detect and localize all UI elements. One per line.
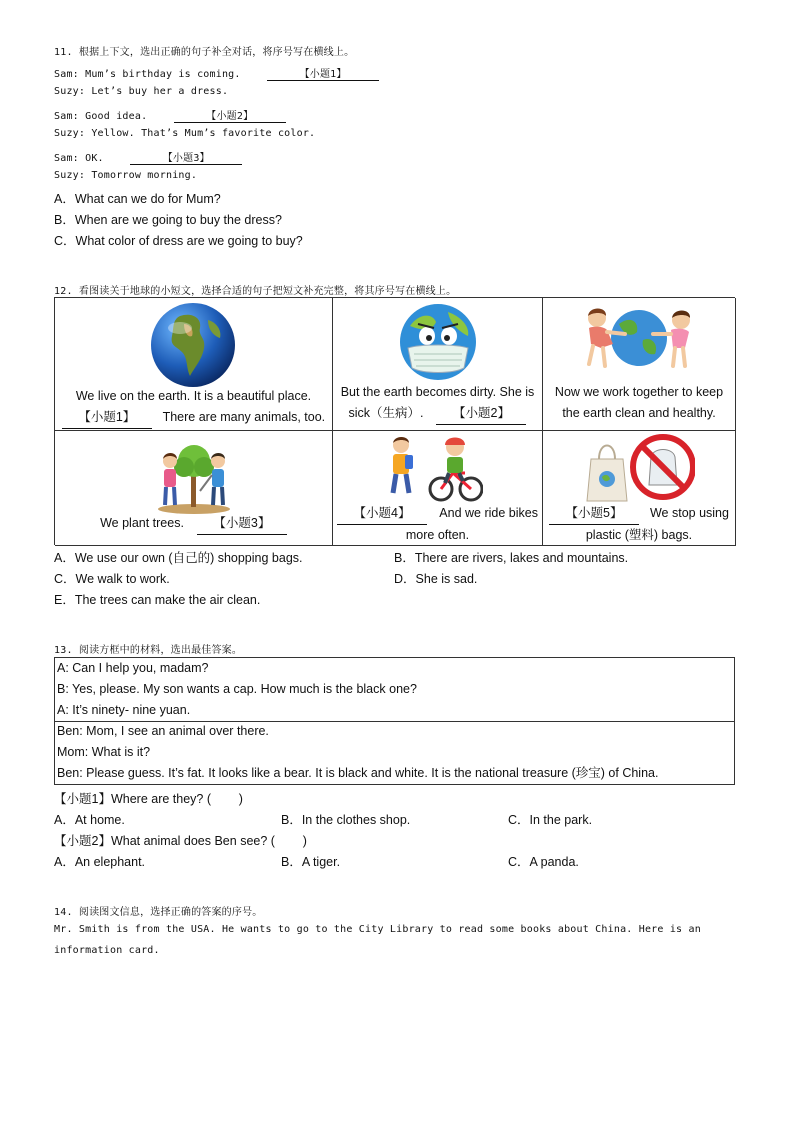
q11-line-4: Suzy: Yellow. That’s Mum’s favorite color. xyxy=(54,128,316,139)
q11-line-2: Suzy: Let’s buy her a dress. xyxy=(54,86,229,97)
sick-earth-icon xyxy=(398,302,478,382)
q12-blank-1[interactable]: 【小题1】 xyxy=(62,407,152,429)
children-hug-earth-icon xyxy=(579,304,699,376)
q12-cell-5 xyxy=(333,431,543,546)
q12-option-d[interactable]: D．She is sad. xyxy=(394,572,478,586)
q11-line-text: Sam: Mum’s birthday is coming. xyxy=(54,69,241,80)
q13-question-1: 【小题1】Where are they? ( ) xyxy=(54,792,243,806)
q13-q1-option-a[interactable]: A．At home. xyxy=(54,813,125,827)
q11-option-a[interactable]: A．What can we do for Mum? xyxy=(54,192,221,206)
q11-option-b[interactable]: B．When are we going to buy the dress? xyxy=(54,213,282,227)
q13-dialog-1-line: B: Yes, please. My son wants a cap. How much is the black one? xyxy=(57,682,417,696)
q13-q2-option-a[interactable]: A．An elephant. xyxy=(54,855,146,869)
children-walking-biking-icon xyxy=(383,433,483,503)
q14-header: 14. 阅读图文信息，选择正确的答案的序号。 xyxy=(54,907,263,918)
q13-q1-option-b[interactable]: B．In the clothes shop. xyxy=(281,813,411,827)
q11-line-text: Sam: OK. xyxy=(54,153,104,164)
q13-dialog-2-line: Ben: Mom, I see an animal over there. xyxy=(57,724,269,738)
q11-line-3 xyxy=(54,107,286,123)
q13-dialog-box-2 xyxy=(54,721,735,785)
q13-q2-option-c[interactable]: C．A panda. xyxy=(508,855,579,869)
q11-blank-1[interactable]: 【小题1】 xyxy=(267,65,379,81)
q13-dialog-2-line: Ben: Please guess. It’s fat. It looks like a bear. It is black and white. It is the national treasure (珍宝) of China. xyxy=(57,766,659,780)
children-planting-tree-icon xyxy=(154,439,234,515)
q12-picture-table xyxy=(54,297,735,545)
q12-cell-4-pre: We plant trees. xyxy=(100,516,184,530)
q12-option-c[interactable]: C．We walk to work. xyxy=(54,572,170,586)
earth-globe-icon xyxy=(150,302,236,388)
q12-cell-6 xyxy=(543,431,736,546)
q12-cell-2-pre: But the earth becomes dirty. She is sick（生病）. xyxy=(340,385,535,420)
q13-dialog-2-line: Mom: What is it? xyxy=(57,745,151,759)
q12-cell-1-post: There are many animals, too. xyxy=(162,410,326,424)
q12-cell-4 xyxy=(55,431,333,546)
q11-header: 11. 根据上下文，选出正确的句子补全对话，将序号写在横线上。 xyxy=(54,47,355,58)
q11-line-5 xyxy=(54,149,242,165)
q12-cell-2-line-1 xyxy=(335,382,540,425)
q12-cell-3-text: Now we work together to keep the earth clean and healthy. xyxy=(554,385,724,420)
q12-cell-5-line-1 xyxy=(335,503,540,546)
q12-cell-1-line-1: We live on the earth. It is a beautiful place. xyxy=(75,389,312,403)
q12-cell-6-line-1 xyxy=(545,503,733,546)
q11-blank-2[interactable]: 【小题2】 xyxy=(174,107,286,123)
q12-option-e[interactable]: E．The trees can make the air clean. xyxy=(54,593,261,607)
q12-option-a[interactable]: A．We use our own (自己的) shopping bags. xyxy=(54,551,303,565)
q13-dialog-box-1 xyxy=(54,657,735,722)
q13-dialog-1-line: A: It’s ninety- nine yuan. xyxy=(57,703,191,717)
q12-option-b[interactable]: B．There are rivers, lakes and mountains. xyxy=(394,551,629,565)
q12-cell-1 xyxy=(55,298,333,431)
q12-cell-6-post: We stop using plastic (塑料) bags. xyxy=(585,506,729,542)
q13-q2-option-b[interactable]: B．A tiger. xyxy=(281,855,341,869)
q11-line-1 xyxy=(54,65,379,81)
q11-line-6: Suzy: Tomorrow morning. xyxy=(54,170,198,181)
q12-header: 12. 看图读关于地球的小短文，选择合适的句子把短文补充完整，将其序号写在横线上。 xyxy=(54,286,457,297)
q12-cell-4-line xyxy=(57,513,330,535)
q14-text-line-2: information card. xyxy=(54,945,160,956)
q11-blank-3[interactable]: 【小题3】 xyxy=(130,149,242,165)
q12-cell-2 xyxy=(333,298,543,431)
q11-line-text: Sam: Good idea. xyxy=(54,111,148,122)
q12-blank-3[interactable]: 【小题3】 xyxy=(197,513,287,535)
no-plastic-bag-icon xyxy=(583,433,695,503)
q12-blank-5[interactable]: 【小题5】 xyxy=(549,503,639,525)
q13-q1-option-c[interactable]: C．In the park. xyxy=(508,813,593,827)
q12-cell-3 xyxy=(543,298,736,431)
q12-cell-1-line-2 xyxy=(57,407,330,429)
q14-text-line-1: Mr. Smith is from the USA. He wants to go to the City Library to read some books about China. Here is an xyxy=(54,924,701,935)
q12-blank-4[interactable]: 【小题4】 xyxy=(337,503,427,525)
q13-question-2: 【小题2】What animal does Ben see? ( ) xyxy=(54,834,307,848)
q12-cell-5-post: And we ride bikes more often. xyxy=(405,506,538,542)
q13-dialog-1-line: A: Can I help you, madam? xyxy=(57,661,209,675)
q12-blank-2[interactable]: 【小题2】 xyxy=(436,403,526,425)
q11-option-c[interactable]: C．What color of dress are we going to buy? xyxy=(54,234,303,248)
q13-header: 13. 阅读方框中的材料，选出最佳答案。 xyxy=(54,645,243,656)
